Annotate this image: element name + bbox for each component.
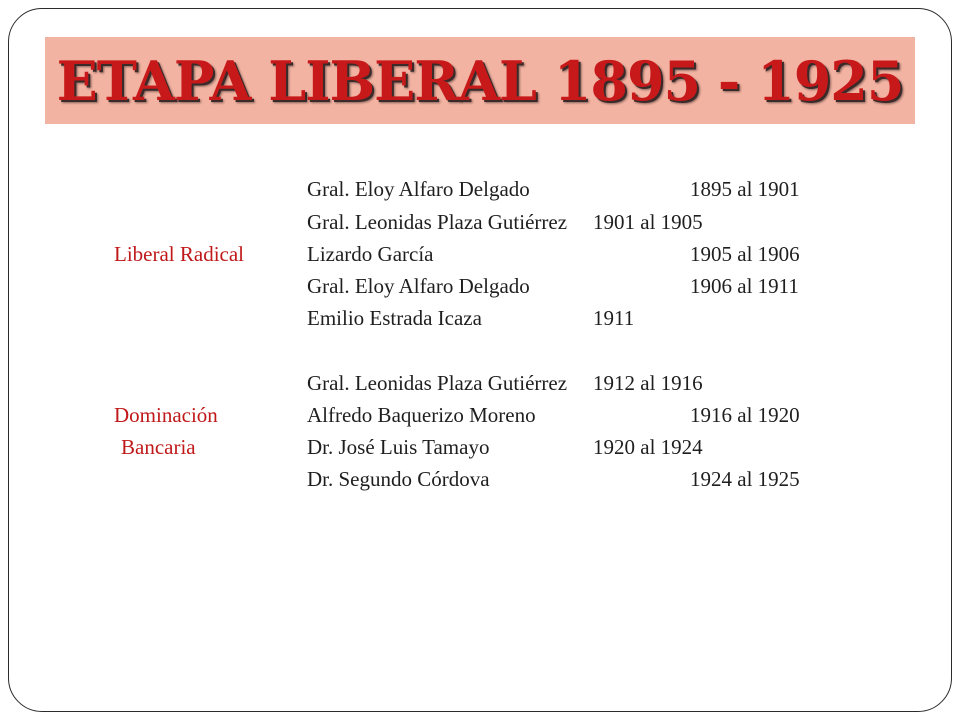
president-name: Dr. José Luis Tamayo [307,435,490,459]
president-period: 1916 al 1920 [690,403,800,427]
slide-title: ETAPA LIBERAL 1895 - 1925 [56,48,904,113]
president-name: Gral. Eloy Alfaro Delgado [307,274,530,298]
category-bancaria: Bancaria [121,435,196,459]
president-period: 1906 al 1911 [690,274,799,298]
president-period: 1912 al 1916 [593,371,703,395]
president-period: 1905 al 1906 [690,242,800,266]
president-name: Dr. Segundo Córdova [307,467,490,491]
president-period: 1924 al 1925 [690,467,800,491]
president-name: Lizardo García [307,242,434,266]
category-dominacion: Dominación [114,403,218,427]
president-period: 1895 al 1901 [690,177,800,201]
president-name: Emilio Estrada Icaza [307,306,482,330]
president-period: 1901 al 1905 [593,210,703,234]
president-name: Alfredo Baquerizo Moreno [307,403,536,427]
president-period: 1911 [593,306,635,330]
president-name: Gral. Leonidas Plaza Gutiérrez [307,371,568,395]
category-liberal-radical: Liberal Radical [114,242,245,266]
president-name: Gral. Leonidas Plaza Gutiérrez [307,210,568,234]
president-name: Gral. Eloy Alfaro Delgado [307,177,530,201]
president-period: 1920 al 1924 [593,435,703,459]
